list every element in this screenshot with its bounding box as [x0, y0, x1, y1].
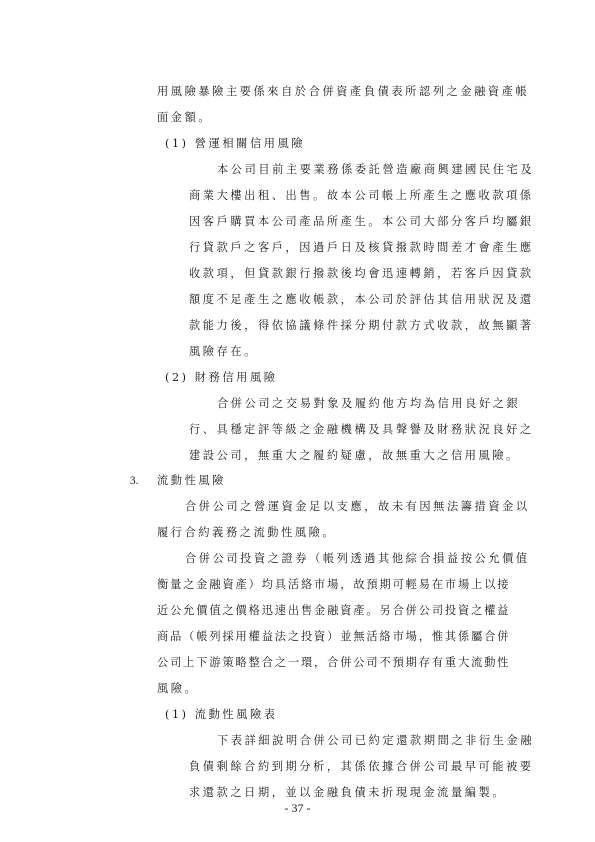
text-line: 建設公司，無重大之履約疑慮，故無重大之信用風險。: [189, 449, 520, 462]
text-line: 商品（帳列採用權益法之投資）並無活絡市場，惟其係屬合併: [157, 630, 511, 643]
text-line: 近公允價值之價格迅速出售金融資產。另合併公司投資之權益: [157, 604, 511, 617]
subheading: (1) 流動性風險表: [165, 708, 278, 721]
text-line: 風險。: [157, 682, 199, 695]
text-line: 履行合約義務之流動性風險。: [157, 526, 337, 539]
text-line: 因客戶購買本公司產品所產生。本公司大部分客戶均屬銀: [189, 215, 534, 228]
text-line: 行、具穩定評等級之金融機構及具聲譽及財務狀況良好之: [189, 423, 534, 436]
subheading: (1) 營運相關信用風險: [165, 137, 306, 150]
text-line: 行貸款戶之客戶，因過戶日及核貸撥款時間差才會產生應: [189, 241, 534, 254]
text-line: 款能力後，得依協議條件採分期付款方式收款，故無顯著: [189, 319, 534, 332]
section-heading: 流動性風險: [157, 474, 226, 487]
subheading: (2) 財務信用風險: [165, 371, 278, 384]
page-number: - 37 -: [284, 801, 311, 815]
text-line: 風險存在。: [189, 345, 258, 358]
section-number: 3.: [130, 475, 139, 487]
text-line: 公司上下游策略整合之一環，合併公司不預期存有重大流動性: [157, 656, 511, 669]
text-line: 收款項，但貸款銀行撥款後均會迅速轉銷，若客戶因貸款: [189, 267, 534, 280]
text-line: 合併公司之營運資金足以支應，故未有因無法籌措資金以: [185, 500, 530, 513]
text-line: 面金額。: [157, 111, 213, 124]
text-line: 商業大樓出租、出售。故本公司帳上所產生之應收款項係: [189, 189, 534, 202]
text-line: 本公司目前主要業務係委託營造廠商興建國民住宅及: [217, 163, 535, 176]
text-line: 用風險暴險主要係來自於合併資產負債表所認列之金融資產帳: [157, 85, 530, 98]
text-line: 下表詳細說明合併公司已約定還款期間之非衍生金融: [217, 734, 535, 747]
text-line: 衡量之金融資產）均具活絡市場，故預期可輕易在市場上以接: [157, 578, 511, 591]
text-line: 合併公司之交易對象及履約他方均為信用良好之銀: [217, 397, 521, 410]
text-line: 額度不足產生之應收帳款，本公司於評估其信用狀況及還: [189, 293, 534, 306]
text-line: 合併公司投資之證券（帳列透過其他綜合損益按公允價值: [185, 552, 530, 565]
text-line: 求還款之日期，並以金融負債未折現現金流量編製。: [189, 786, 507, 799]
text-line: 負債剩餘合約到期分析，其係依據合併公司最早可能被要: [189, 760, 534, 773]
